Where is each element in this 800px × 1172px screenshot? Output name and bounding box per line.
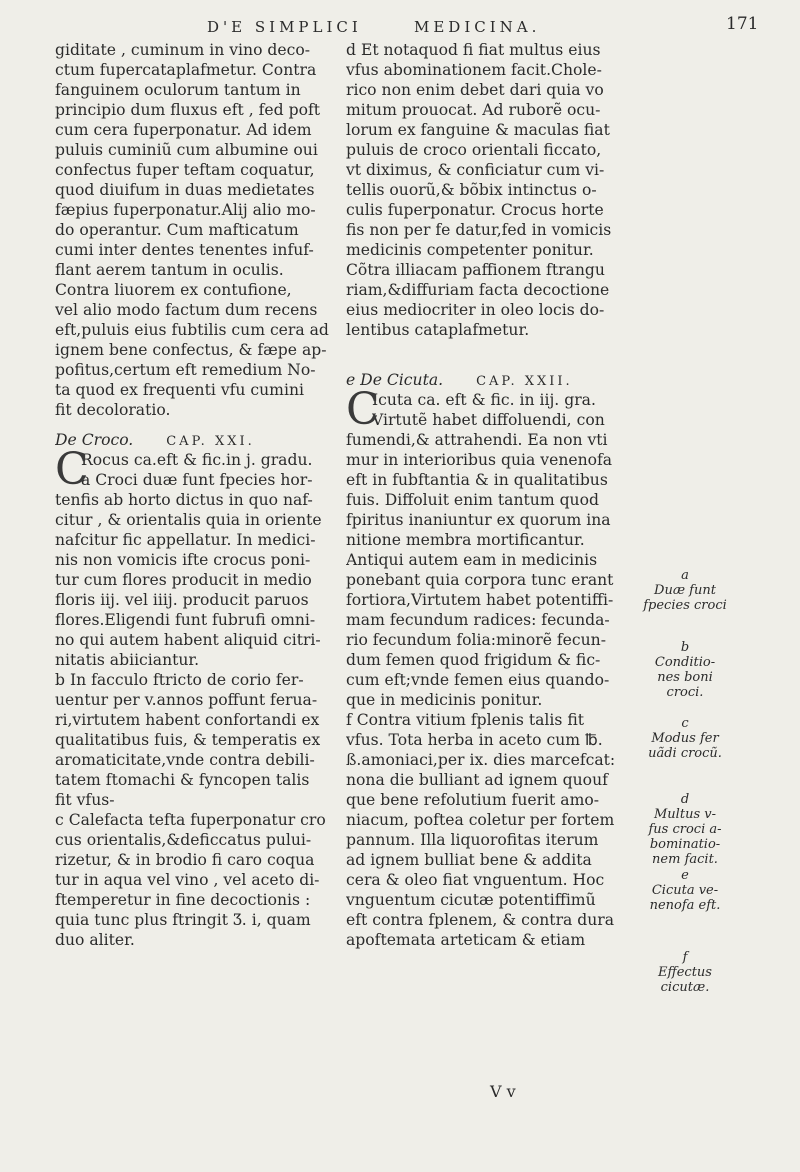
text-line: medicinis competenter ponitur. xyxy=(346,241,594,259)
chapter-heading-cicuta xyxy=(346,370,622,390)
text-line: Cõtra illiacam paffionem ftrangu xyxy=(346,261,605,279)
left-text-block-a xyxy=(55,40,338,420)
text-line: vfus. Tota herba in aceto cum ℔. xyxy=(346,731,603,749)
text-line: fanguinem oculorum tantum in xyxy=(55,81,301,99)
text-line: qualitatibus fuis, & temperatis ex xyxy=(55,731,321,749)
right-text-block-a xyxy=(346,40,622,340)
text-line: ctum fupercataplafmetur. Contra xyxy=(55,61,317,79)
text-line: cumi inter dentes tenentes infuf- xyxy=(55,241,314,259)
text-line: ß.amoniaci,per ix. dies marcefcat: xyxy=(346,751,616,769)
text-line: ignem bene confectus, & fæpe ap- xyxy=(55,341,327,359)
text-line: Icuta ca. eft & fic. in iij. gra. xyxy=(372,391,596,409)
text-line: dum femen quod frigidum & fic- xyxy=(346,651,601,669)
text-line: fpiritus inaniuntur ex quorum ina xyxy=(346,511,611,529)
text-line: duo aliter. xyxy=(55,931,135,949)
text-line: que in medicinis ponitur. xyxy=(346,691,543,709)
chapter-title: e De Cicuta. xyxy=(346,371,444,389)
text-line: Rocus ca.eft & fic.in j. gradu. xyxy=(81,451,313,469)
text-line: tatem ftomachi & fyncopen talis xyxy=(55,771,310,789)
drop-cap-letter: C xyxy=(346,384,380,435)
text-line: lorum ex fanguine & maculas fiat xyxy=(346,121,610,139)
text-line: mitum prouocat. Ad ruborẽ ocu- xyxy=(346,101,601,119)
margin-note-d xyxy=(630,792,740,867)
text-line: eft in fubftantia & in qualitatibus xyxy=(346,471,608,489)
margin-note-letter: d xyxy=(680,792,690,807)
text-line: ad ignem bulliat bene & addita xyxy=(346,851,592,869)
margin-note-text: fpecies croci xyxy=(643,598,727,613)
text-line: citur , & orientalis quia in oriente xyxy=(55,511,322,529)
margin-note-text: nenofa eft. xyxy=(649,898,721,913)
chapter-title: De Croco. xyxy=(55,431,134,449)
text-line: Antiqui autem eam in medicinis xyxy=(346,551,598,569)
text-line: aromaticitate,vnde contra debili- xyxy=(55,751,315,769)
text-line: principio dum fluxus eft , fed poft xyxy=(55,101,320,119)
margin-note-text: croci. xyxy=(666,685,704,700)
text-line: giditate , cuminum in vino deco- xyxy=(55,41,311,59)
text-line: pofitus,certum eft remedium No- xyxy=(55,361,316,379)
drop-cap-letter: C xyxy=(55,444,89,495)
text-line: nitione membra mortificantur. xyxy=(346,531,585,549)
signature-mark: V v xyxy=(490,1082,516,1101)
margin-note-f xyxy=(630,950,740,995)
text-line: vfus abominationem facit.Chole- xyxy=(346,61,602,79)
right-text-first-lines xyxy=(372,390,622,430)
margin-note-b xyxy=(630,640,740,700)
margin-note-a xyxy=(630,568,740,613)
text-line: quod diuifum in duas medietates xyxy=(55,181,315,199)
text-line: tellis ouorũ,& bõbix intinctus o- xyxy=(346,181,597,199)
text-line: c Calefacta tefta fuperponatur cro xyxy=(55,811,326,829)
text-line: a Croci duæ funt fpecies hor- xyxy=(81,471,313,489)
text-line: nona die bulliant ad ignem quouf xyxy=(346,771,608,789)
text-line: cum cera fuperponatur. Ad idem xyxy=(55,121,312,139)
text-line: pannum. Illa liquorofitas iterum xyxy=(346,831,599,849)
text-line: fis non per fe datur,fed in vomicis xyxy=(346,221,612,239)
text-line: fuis. Diffoluit enim tantum quod xyxy=(346,491,599,509)
left-text-first-lines xyxy=(81,450,338,490)
text-line: f Contra vitium fplenis talis fit xyxy=(346,711,585,729)
running-header xyxy=(0,14,800,40)
text-line: vt diximus, & conficiatur cum vi- xyxy=(346,161,605,179)
text-line: nis non vomicis ifte crocus poni- xyxy=(55,551,311,569)
text-line: flores.Eligendi funt fubrufi omni- xyxy=(55,611,316,629)
text-line: puluis cuminiũ cum albumine oui xyxy=(55,141,318,159)
margin-note-letter: f xyxy=(682,950,688,965)
right-column xyxy=(346,40,622,950)
margin-note-text: bominatio- xyxy=(649,837,721,852)
text-line: cus orientalis,&deficcatus pului- xyxy=(55,831,312,849)
margin-note-text: nem facit. xyxy=(652,852,718,867)
margin-note-letter: b xyxy=(680,640,690,655)
text-line: fortiora,Virtutem habet potentiffi- xyxy=(346,591,614,609)
text-line: rio fecundum folia:minorẽ fecun- xyxy=(346,631,606,649)
text-line: eft,puluis eius fubtilis cum cera ad xyxy=(55,321,329,339)
text-line: vel alio modo factum dum recens xyxy=(55,301,318,319)
text-line: ponebant quia corpora tunc erant xyxy=(346,571,614,589)
running-title-left: D'E SIMPLICI xyxy=(207,18,362,36)
text-line: Virtutẽ habet diffoluendi, con xyxy=(372,411,605,429)
text-line: uentur per v.annos poffunt ferua- xyxy=(55,691,318,709)
text-line: fumendi,& attrahendi. Ea non vti xyxy=(346,431,608,449)
text-line: Contra liuorem ex contufione, xyxy=(55,281,292,299)
text-line: cera & oleo fiat vnguentum. Hoc xyxy=(346,871,605,889)
chapter-number: CAP. XXII. xyxy=(476,374,573,389)
text-line: b In facculo ftricto de corio fer- xyxy=(55,671,304,689)
text-line: confectus fuper teftam coquatur, xyxy=(55,161,315,179)
drop-cap-paragraph xyxy=(346,384,622,435)
left-column xyxy=(55,40,338,950)
text-line: riam,&diffuriam facta decoctione xyxy=(346,281,610,299)
text-line: mur in interioribus quia venenofa xyxy=(346,451,613,469)
text-line: flant aerem tantum in oculis. xyxy=(55,261,284,279)
spacer xyxy=(346,340,622,370)
text-line: puluis de croco orientali ficcato, xyxy=(346,141,602,159)
text-line: apoftemata arteticam & etiam xyxy=(346,931,586,949)
text-line: nitatis abiiciantur. xyxy=(55,651,200,669)
text-line: fæpius fuperponatur.Alij alio mo- xyxy=(55,201,316,219)
margin-note-letter: e xyxy=(681,868,689,883)
margin-note-text: Conditio- xyxy=(654,655,716,670)
margin-note-e xyxy=(630,868,740,913)
margin-note-letter: c xyxy=(681,716,689,731)
margin-note-text: nes boni xyxy=(657,670,713,685)
chapter-heading-croco xyxy=(55,430,338,450)
margin-note-text: Multus v- xyxy=(654,807,716,822)
text-line: rizetur, & in brodio fi caro coqua xyxy=(55,851,315,869)
left-text-block-b xyxy=(55,490,338,950)
text-line: eius mediocriter in oleo locis do- xyxy=(346,301,605,319)
text-line: niacum, poftea coletur per fortem xyxy=(346,811,615,829)
text-line: tur cum flores producit in medio xyxy=(55,571,312,589)
text-line: que bene refolutium fuerit amo- xyxy=(346,791,600,809)
text-line: culis fuperponatur. Crocus horte xyxy=(346,201,604,219)
text-line: mam fecundum radices: fecunda- xyxy=(346,611,610,629)
text-line: quia tunc plus ftringit Ʒ. i, quam xyxy=(55,911,311,929)
text-line: cum eft;vnde femen eius quando- xyxy=(346,671,610,689)
margin-note-text: Duæ funt xyxy=(654,583,716,598)
text-line: floris iij. vel iiij. producit paruos xyxy=(55,591,309,609)
text-line: nafcitur fic appellatur. In medici- xyxy=(55,531,316,549)
text-line: rico non enim debet dari quia vo xyxy=(346,81,604,99)
text-line: eft contra fplenem, & contra dura xyxy=(346,911,615,929)
spacer xyxy=(55,420,338,430)
text-line: ftemperetur in fine decoctionis : xyxy=(55,891,311,909)
text-line: do operantur. Cum mafticatum xyxy=(55,221,299,239)
text-line: d Et notaquod fi fiat multus eius xyxy=(346,41,601,59)
margin-note-text: fus croci a- xyxy=(648,822,722,837)
margin-note-text: Cicuta ve- xyxy=(651,883,719,898)
text-line: tur in aqua vel vino , vel aceto di- xyxy=(55,871,320,889)
margin-note-text: cicutæ. xyxy=(660,980,710,995)
drop-cap-paragraph xyxy=(55,444,338,495)
running-title-right: MEDICINA. xyxy=(414,18,541,36)
margin-note-c xyxy=(630,716,740,761)
text-line: vnguentum cicutæ potentiffimũ xyxy=(346,891,596,909)
text-line: no qui autem habent aliquid citri- xyxy=(55,631,321,649)
text-line: ri,virtutem habent confortandi ex xyxy=(55,711,320,729)
text-line: fit decoloratio. xyxy=(55,401,171,419)
margin-note-text: uãdi crocũ. xyxy=(648,746,722,761)
text-line: ta quod ex frequenti vfu cumini xyxy=(55,381,304,399)
right-text-block-b xyxy=(346,430,622,950)
page-number: 171 xyxy=(726,14,759,34)
margin-note-text: Effectus xyxy=(658,965,712,980)
text-line: fit vfus- xyxy=(55,791,115,809)
text-line: lentibus cataplafmetur. xyxy=(346,321,530,339)
margin-note-text: Modus fer xyxy=(651,731,719,746)
text-line: tenfis ab horto dictus in quo naf- xyxy=(55,491,313,509)
chapter-number: CAP. XXI. xyxy=(166,434,255,449)
margin-note-letter: a xyxy=(681,568,689,583)
